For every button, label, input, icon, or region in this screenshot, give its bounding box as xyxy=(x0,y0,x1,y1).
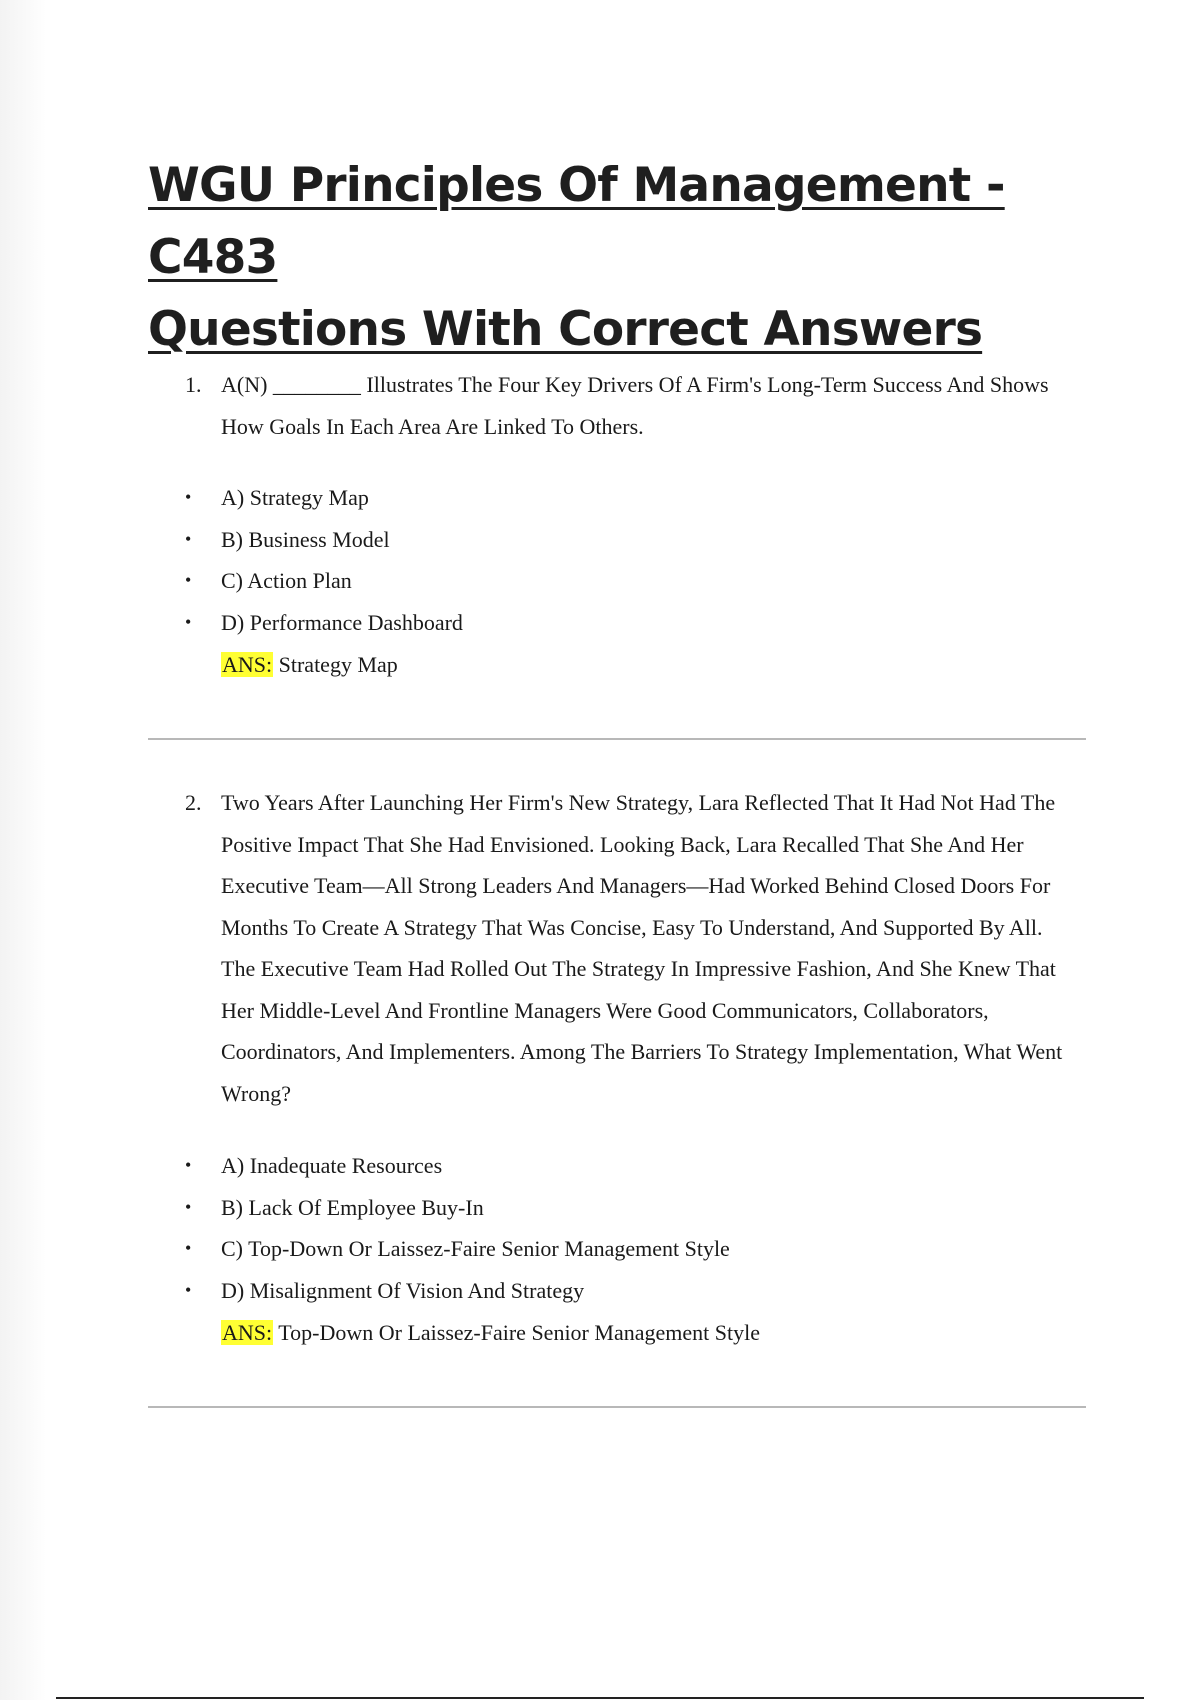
option-item xyxy=(185,519,463,561)
answer-line-1 xyxy=(221,644,398,686)
option-item xyxy=(185,1145,730,1187)
question-2 xyxy=(185,782,1075,1114)
option-text: B) Lack Of Employee Buy-In xyxy=(221,1194,484,1220)
title-line-2: Questions With Correct Answers xyxy=(148,302,983,357)
bullet-icon: • xyxy=(185,1196,192,1217)
section-divider xyxy=(148,738,1086,740)
option-text: D) Performance Dashboard xyxy=(221,610,463,636)
bullet-icon: • xyxy=(185,1155,192,1175)
answer-line-2 xyxy=(221,1312,760,1354)
answer-text: Strategy Map xyxy=(278,652,398,677)
question-text: Two Years After Launching Her Firm's New Strategy, Lara Reflected That It Had Not Had The Positive Impact That She Had Envisioned. Looking Back, Lara Recalled That She And Her Executive Team—All Strong Leaders And Managers—Had Worked Behind Closed Doors For Months To Create A Strategy That Was Concise, Easy To Understand, And Supported By All. The Executive Team Had Rolled Out The Strategy In Impressive Fashion, And She Knew That Her Middle-Level And Frontline Managers Were Good Communicators, Collaborators, Coordinators, And Implementers. Among The Barriers To Strategy Implementation, What Went Wrong? xyxy=(221,790,1063,1106)
option-item xyxy=(185,1187,730,1229)
footer-rule xyxy=(56,1697,1144,1699)
bullet-icon: • xyxy=(185,487,192,507)
answer-text: Top-Down Or Laissez-Faire Senior Management Style xyxy=(278,1320,760,1345)
bullet-icon: • xyxy=(185,1280,192,1301)
option-text: A) Inadequate Resources xyxy=(221,1153,443,1178)
question-number: 1. xyxy=(185,372,202,397)
option-item xyxy=(185,560,463,602)
option-text: D) Misalignment Of Vision And Strategy xyxy=(221,1278,585,1304)
option-item xyxy=(185,1228,730,1270)
option-text: A) Strategy Map xyxy=(221,485,369,510)
option-item xyxy=(185,602,463,644)
question-1-options xyxy=(185,477,463,644)
option-item xyxy=(185,1270,730,1312)
bullet-icon: • xyxy=(185,612,192,633)
answer-label-highlight: ANS: xyxy=(222,1320,273,1345)
bullet-icon: • xyxy=(185,528,192,549)
document-title xyxy=(148,150,1088,366)
question-number: 2. xyxy=(185,790,202,815)
bullet-icon: • xyxy=(185,570,192,591)
question-2-options xyxy=(185,1145,730,1312)
answer-label-highlight: ANS: xyxy=(222,652,273,677)
bullet-icon: • xyxy=(185,1238,192,1259)
option-text: C) Action Plan xyxy=(221,568,352,594)
option-item xyxy=(185,477,463,519)
page-edge-shadow xyxy=(0,0,46,1700)
title-line-1: WGU Principles Of Management - C483 xyxy=(148,158,1005,285)
option-text: B) Business Model xyxy=(221,526,390,552)
question-text: A(N) ________ Illustrates The Four Key Drivers Of A Firm's Long-Term Success And Shows How Goals In Each Area Are Linked To Others. xyxy=(221,372,1049,439)
question-1 xyxy=(185,364,1075,447)
section-divider xyxy=(148,1406,1086,1408)
option-text: C) Top-Down Or Laissez-Faire Senior Management Style xyxy=(221,1236,730,1262)
